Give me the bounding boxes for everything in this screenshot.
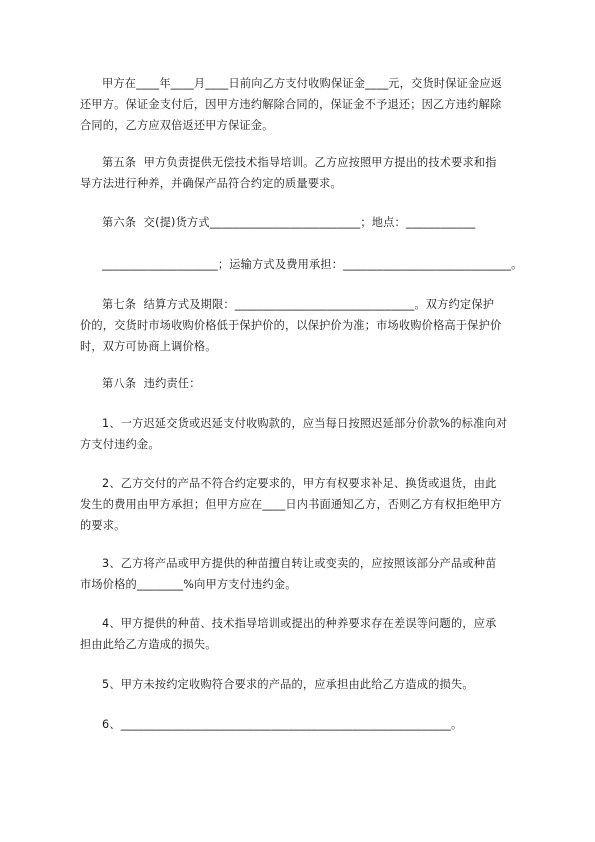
- text-line: 的要求。: [80, 519, 126, 532]
- paragraph-clause-5: [80, 674, 520, 695]
- text-line: 1、一方迟延交货或迟延支付收购款的，应当每日按照迟延部分价款%的标准向对: [102, 417, 508, 430]
- text-line: 2、乙方交付的产品不符合约定要求的，甲方有权要求补足、换货或退货，由此: [102, 477, 497, 490]
- text-line: 担由此给乙方造成的损失。: [80, 638, 217, 651]
- text-line: 5、甲方未按约定收购符合要求的产品的，应承担由此给乙方造成的损失。: [102, 678, 474, 691]
- text-line: 时，双方可协商上调价格。: [80, 340, 217, 353]
- text-line: ____________________；运输方式及费用承担：_____________________________。: [102, 258, 523, 271]
- text-line: 甲方在____年____月____日前向乙方支付收购保证金____元，交货时保证金应返: [102, 77, 503, 90]
- paragraph-article-8: [80, 373, 520, 394]
- text-line: 导方法进行种养，并确保产品符合约定的质量要求。: [80, 177, 342, 190]
- text-line: 还甲方。保证金支付后，因甲方违约解除合同的，保证金不予退还；因乙方违约解除: [80, 98, 502, 111]
- text-line: 第五条 甲方负责提供无偿技术指导培训。乙方应按照甲方提出的技术要求和指: [102, 156, 497, 169]
- paragraph-clause-3: [80, 553, 520, 595]
- paragraph-clause-1: [80, 413, 520, 455]
- paragraph-article-6: [80, 212, 520, 233]
- text-line: 市场价格的________%向甲方支付违约金。: [80, 578, 297, 591]
- text-line: 6、_________________________________________________________。: [102, 718, 463, 731]
- text-line: 第八条 违约责任：: [102, 377, 201, 390]
- text-line: 合同的，乙方应双倍返还甲方保证金。: [80, 119, 274, 132]
- text-line: 方支付违约金。: [80, 438, 160, 451]
- text-line: 第七条 结算方式及期限：_______________________________。双方约定保护: [102, 298, 495, 311]
- text-line: 3、乙方将产品或甲方提供的种苗擅自转让或变卖的，应按照该部分产品或种苗: [102, 557, 497, 570]
- paragraph-article-7: [80, 294, 520, 357]
- paragraph-clause-6: [80, 714, 520, 735]
- paragraph-deposit: [80, 73, 520, 136]
- paragraph-article-5: [80, 152, 520, 194]
- text-line: 发生的费用由甲方承担；但甲方应在____日内书面通知乙方，否则乙方有权拒绝甲方: [80, 498, 502, 511]
- paragraph-clause-4: [80, 613, 520, 655]
- text-line: 价的，交货时市场收购价格低于保护价的，以保护价为准；市场收购价格高于保护价: [80, 319, 502, 332]
- paragraph-clause-2: [80, 473, 520, 536]
- text-line: 第六条 交(提)货方式__________________________；地点：____________: [102, 216, 476, 229]
- paragraph-article-6-cont: [80, 254, 523, 275]
- text-line: 4、甲方提供的种苗、技术指导培训或提出的种养要求存在差误等问题的，应承: [102, 617, 497, 630]
